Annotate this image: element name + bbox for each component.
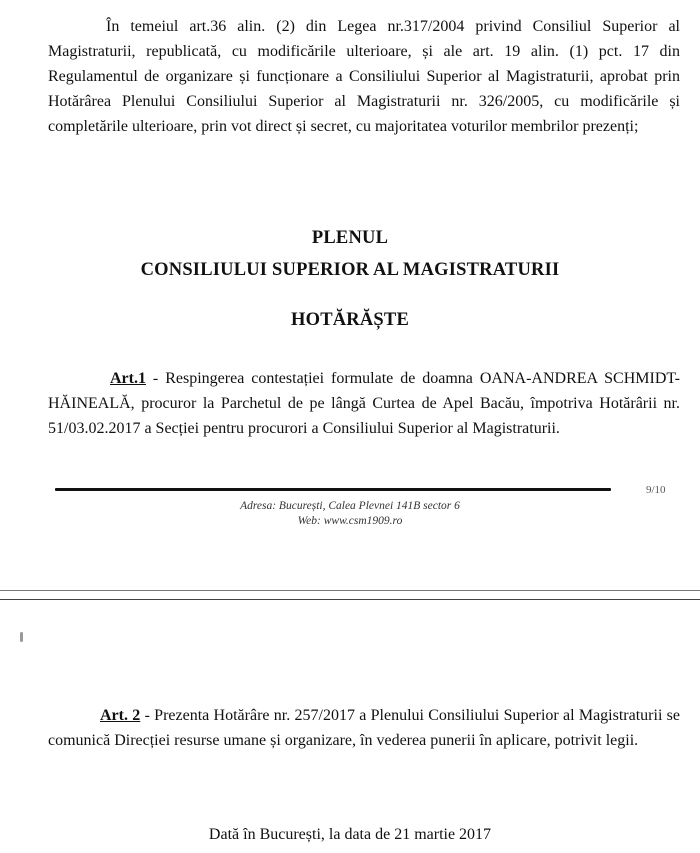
article-2-text: - Prezenta Hotărâre nr. 257/2017 a Plenului Consiliului Superior al Magistraturii se comunică Direcției resurse umane și organizare, în vederea punerii în aplicare, potrivit legii.: [48, 707, 681, 749]
article-2-paragraph: [48, 703, 680, 753]
page-number: 9/10: [646, 484, 666, 496]
article-2-label: Art. 2: [100, 707, 141, 724]
heading-decides: HOTĂRĂȘTE: [291, 310, 409, 330]
heading-plenul: PLENUL: [311, 228, 389, 248]
heading-council: CONSILIULUI SUPERIOR AL MAGISTRATURII: [140, 260, 560, 280]
preamble-paragraph: În temeiul art.36 alin. (2) din Legea nr.317/2004 privind Consiliul Superior al Magistraturii, republicată, cu modificările ulterioare, și ale art. 19 alin. (1) pct. 17 din Regulamentul de organizare și funcționare a Consiliului Superior al Magistraturii, aprobat prin Hotărârea Plenului Consiliului Superior al Magistraturii nr. 326/2005, cu modificările și completările ulterioare, prin vot direct și secret, cu majoritatea voturilor membrilor prezenți;: [48, 18, 680, 135]
article-1-label: Art.1: [110, 370, 146, 387]
page-separator: [0, 590, 700, 600]
article-1-text: - Respingerea contestației formulate de doamna OANA-ANDREA SCHMIDT-HĂINEALĂ, procuror la Parchetul de pe lângă Curtea de Apel Bacău, împotriva Hotărârii nr. 51/03.02.2017 a Secției pentru procurori a Consiliului Superior al Magistraturii.: [48, 370, 680, 437]
footer-address: Adresa: București, Calea Plevnei 141B sector 6: [240, 500, 460, 512]
article-1-paragraph: [48, 366, 680, 441]
date-line: Dată în București, la data de 21 martie 2017: [208, 826, 492, 843]
footer-rule: [55, 488, 611, 491]
scan-artifact: [20, 632, 23, 642]
footer-web: Web: www.csm1909.ro: [297, 515, 403, 527]
